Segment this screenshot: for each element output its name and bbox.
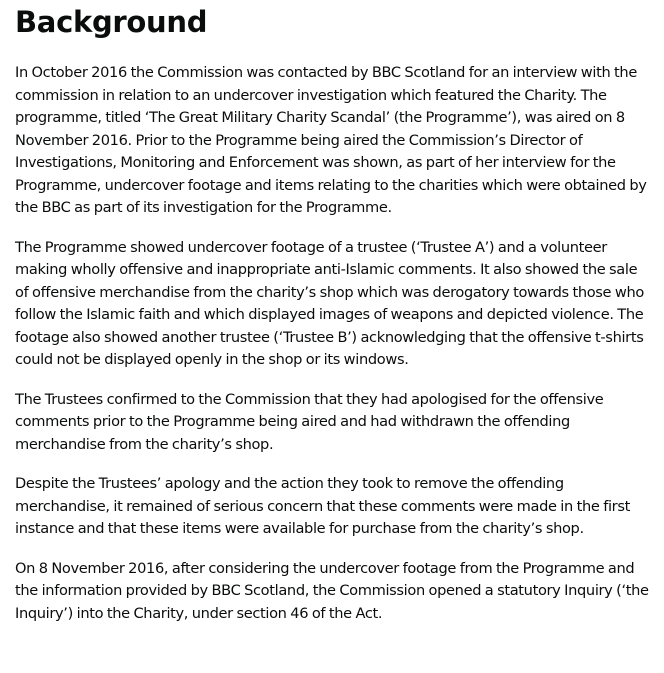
paragraph-1: In October 2016 the Commission was contacted by BBC Scotland for an interview with the commission in relation to an undercover investigation which featured the Charity. The programme, titled ‘The Great Military Charity Scandal’ (the Programme’), was aired on 8 November 2016. Prior to the Programme being aired the Commission’s Director of Investigations, Monitoring and Enforcement was shown, as part of her interview for the Programme, undercover footage and items relating to the charities which were obtained by the BBC as part of its investigation for the Programme. bbox=[15, 64, 647, 216]
section-heading: Background bbox=[15, 5, 208, 39]
paragraph-4: Despite the Trustees’ apology and the action they took to remove the offending merchandise, it remained of serious concern that these comments were made in the first instance and that these items were available for purchase from the charity’s shop. bbox=[15, 475, 630, 537]
paragraph-5: On 8 November 2016, after considering the undercover footage from the Programme and the information provided by BBC Scotland, the Commission opened a statutory Inquiry (‘the Inquiry’) into the Charity, under section 46 of the Act. bbox=[15, 559, 649, 622]
paragraph-2: The Programme showed undercover footage of a trustee (‘Trustee A’) and a volunteer making wholly offensive and inappropriate anti-Islamic comments. It also showed the sale of offensive merchandise from the charity’s shop which was derogatory towards those who follow the Islamic faith and which displayed images of weapons and depicted violence. The footage also showed another trustee (‘Trustee B’) acknowledging that the offensive t-shirts could not be displayed openly in the shop or its windows. bbox=[15, 238, 644, 368]
paragraph-3: The Trustees confirmed to the Commission that they had apologised for the offensive comments prior to the Programme being aired and had withdrawn the offending merchandise from the charity’s shop. bbox=[15, 390, 604, 453]
